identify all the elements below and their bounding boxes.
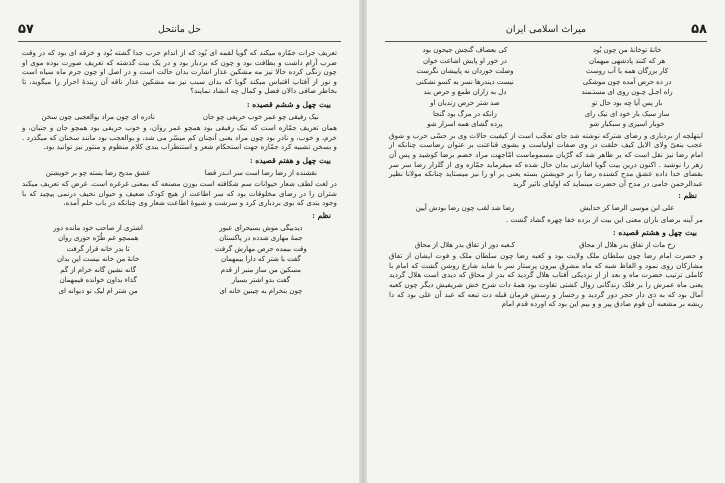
left-header-rule: [18, 41, 341, 42]
right-page-header: [385, 24, 707, 40]
hemistich: رخ مات از تفاق بدر هلال از محاق: [579, 240, 676, 249]
hemistich: گذاء بداون خوانده فیمهمان: [59, 276, 137, 285]
right-paragraph-2: مر آینه برضای باران معنی این بیت از برده خفا چهره گشاد گشت .: [505, 214, 703, 224]
poem-line: [22, 287, 337, 298]
hemistich: گفت بدو اشتر بسیار: [231, 276, 290, 285]
right-page: [367, 0, 725, 483]
book-gutter: [359, 0, 367, 483]
hemistich: دل به زاران طمع و حرص بند: [423, 88, 507, 97]
left-heading-verse-46: بیت چهل و ششم قصیده :: [246, 99, 331, 109]
left-paragraph-2: همان تعریف جمّازه است که نیک رفیقی بود همچو عمر روان، و خوب حریفی بود همچو جان و جنبان، و خرم، و خوب، و نادر بود چون مراد یعنی آنچنان کم میسّر می شد، و بوالعجب بود مانند سخنان که میگذرد . و بسخن تشبیه کرد جمّازه جهت استحکام شعر و استنطراب بندی کلام منظوم و منثور نیز توانید بود.: [22, 123, 337, 152]
poem-line: [22, 276, 337, 287]
left-couplet-2: [22, 169, 337, 180]
poem-line: [389, 46, 703, 57]
hemistich: در خور او پایش اشاعت خوان: [422, 56, 507, 65]
right-header-rule: [385, 41, 707, 42]
hemistich: تا بدر خانه قرار گرفت: [66, 244, 130, 253]
hemistich: خوبار اسیری و سبکبار شو: [589, 120, 665, 129]
poem-line: [389, 57, 703, 68]
hemistich: پرده گشای همه اسرار شو: [427, 120, 503, 129]
poem-line: [389, 99, 703, 110]
left-intro-paragraph: تعریف جرات جمّازه میکند که گویا لقمه ای بُود که از اندام حرب جدا گشته بُود و خرقه ای بود که در وقت ضرب آرام داشت و بطافت بود و چون که بردبار بود و در یک بیت گذشته که تعریف صورت بوده موی او چون زنگی کرده حالا نیز مه مشکین عذار اشارت بدان حالت است و در اصل او چون جرم ماه سیاه است و نور از آفتاب اقتباس میکند گویا که بدان سبب نیز مه مشکین عذار ناقه آن زیندهٔ احرار را میگوید، تا بخاطر صافی دالان فضل و کمال چه انشاد نمایند؟: [22, 48, 337, 96]
poem-line: [22, 245, 337, 256]
poem-line: [22, 224, 337, 235]
hemistich: جمهٔ مهاری شدده در پاکستان: [219, 234, 303, 243]
poem-line: [22, 266, 337, 277]
left-page-header: [18, 24, 341, 40]
hemistich: نیست دیندرها نسر به کسو نشکنی: [416, 77, 514, 86]
hemistich: در ده حرص آمده چون موشکی: [582, 77, 672, 86]
hemistich: کـعبه دور از تفاق بدر هلال از محاق: [414, 240, 515, 249]
hemistich: نیک رفیقی چو عمر خوب حریفی چو جان: [202, 112, 319, 121]
hemistich: وقت بیمده حرص مهارش گرفت: [215, 244, 307, 253]
right-running-title: میراث اسلامی ایران: [505, 24, 587, 35]
hemistich: هر که کنند پادشهی میهمان: [589, 56, 666, 65]
poem-line: [389, 88, 703, 99]
hemistich: من شتر ام لیک تو دیوانه ای: [58, 287, 138, 296]
hemistich: خانهٔ من خانه نیست این بدان: [56, 255, 140, 264]
hemistich: عشق مدیح رضا بسته چو بر خویشتن: [45, 168, 151, 177]
hemistich: گانه نشین گانه خرام از گم: [60, 265, 136, 274]
poem-line: [22, 255, 337, 266]
hemistich: کی بعصاف گنجش جیحون بود: [422, 46, 508, 54]
right-page-body: [389, 46, 703, 311]
poem-line: [389, 78, 703, 89]
left-heading-verse-47: بیت چهل و هفتم قصیده :: [249, 155, 331, 165]
hemistich: چون بنخرام به چینین خانه ای: [219, 287, 303, 296]
hemistich: نقشنده از رضا رضا است سر انـدر قضا: [204, 168, 317, 177]
left-running-title: حل مانتحل: [158, 24, 201, 35]
hemistich: رضا شد لقب چون رضا بودش آیین: [415, 203, 515, 212]
hemistich: ساز سبک بار خود ای نیک رای: [584, 109, 670, 118]
poem-line: [389, 120, 703, 131]
left-nazm-label: نظم :: [312, 210, 331, 220]
hemistich: خانهٔ توخانهٔ من چون بُود: [592, 46, 662, 54]
right-nazm-label: نظم :: [678, 191, 697, 201]
hemistich: باز پس آیا چه بود حال تو: [591, 98, 663, 107]
left-page-body: [22, 48, 337, 298]
left-page-number: ۵۷: [18, 22, 34, 37]
hemistich: مسکین من ساز منبر از قدم: [220, 265, 301, 274]
right-heading-verse-48: بیت چهل و هشتم قصیده :: [612, 228, 697, 238]
hemistich: صد شتر حرص زندیان او: [430, 98, 500, 107]
hemistich: اشتری از صاحب خود مانده دور: [53, 223, 143, 232]
right-page-number: ۵۸: [691, 22, 707, 37]
hemistich: هممچو عم طُرّه حوری روان: [58, 234, 139, 243]
hemistich: وصلت خوردان نه پاییشان نگرست: [416, 67, 514, 76]
right-couplet-2: [389, 241, 703, 252]
poem-line: [389, 110, 703, 121]
hemistich: دیدبیگی موش بسیحرای عبور: [219, 223, 303, 232]
right-paragraph-3: و حضرت امام رضا چون سلطان ملک ولایت بود و کعبه رضا چون سلطان ملک و فوت ایشان از تفاق مشارکان روی نمود و الفاظ شبه که ماه مشرق بیرون پرستار سر با شاید شارع روشن گشت که امام با کاملی ترتیب حضرت ماه و بعد از از نزدیکی آفتاب هلال گردید که بدر از محاق که دیدی است هلال گردید یعنی ماه عمرش را بر فلک زندگانی زوال کشتی تفاوت بود همهٔ دات شرح خش شریفیش دیگر چون کعبه آمال بود که به ذی دار حجر دور گردید و رخسار و رسش فرمان قبله دت تبعه که عبد آن علی بود که دا ریشه بر مشعبه آن قوم صادق پیر و و بیم این بود که اورده قدم امام: [389, 251, 703, 309]
hemistich: کار بزرگان همه با آب روست: [586, 67, 669, 76]
left-page: [0, 0, 359, 483]
hemistich: گفت با شتر که دارا بیمهمان: [221, 255, 301, 264]
left-couplet-1: [22, 113, 337, 124]
poem-line: [389, 67, 703, 78]
poem-line: [22, 234, 337, 245]
left-paragraph-3: در لغت لطف شعار حیوانات سم شکافته است بوزن مصنعه که بمعنی غرغره است. غرض که تعریف میکند شتران را در رضای مخلوقات بود که سر اطاعت از هیچ کودک ضعیف و حیوان نحیف درنمی پیچید که با وجود بندی که بوی بردباری کرد و سرشت و شیوهٔ اطاعت شعار وی چنانکه در باب حلم آمده،: [22, 179, 337, 208]
hemistich: زانکه در مرگ بود گنجا: [432, 109, 497, 118]
hemistich: راه اجـل چـون روی ای مستـمند: [581, 88, 673, 97]
right-couplet-1: [389, 204, 703, 215]
hemistich: علی ابن موسی الرضا کز خدایش: [579, 203, 675, 212]
right-poem: [389, 46, 703, 131]
hemistich: نادره ای چون مراد بوالعجبی چون سخن: [41, 112, 155, 121]
right-paragraph-1: ابتهلجه از بردباری و رضای شترکه نوشته شد جای تعجّب است از کیفیت حالات وی بر حسّی حرب و شوق عجب بنعیّ ولای الابل کیف خلقت در وی صفات اولیاست و بشوی قناعتت بر عنوان رضاست چنانکه از امام رضا نیز نقل است که بر ظاهر شد که گرّیان مسموماست امّاجهت مراد خصم برضا کوشید و پس آن زهر را نوشید . اکنون درین بیت گویا اشارتی بدان حال شده که میفرماید جمّازه وی از گلزار رضا سر سر بقضای خدا داده عشق مدح کشنده رضا را بر خویشتن بسته یعنی بر او را نیز میستاید چنانکه مولانا نظیر عبدالرحمن جامی در مدح آن حضرت مینماید که اولیای تاثیر گرید: [389, 130, 703, 188]
left-poem: [22, 224, 337, 298]
